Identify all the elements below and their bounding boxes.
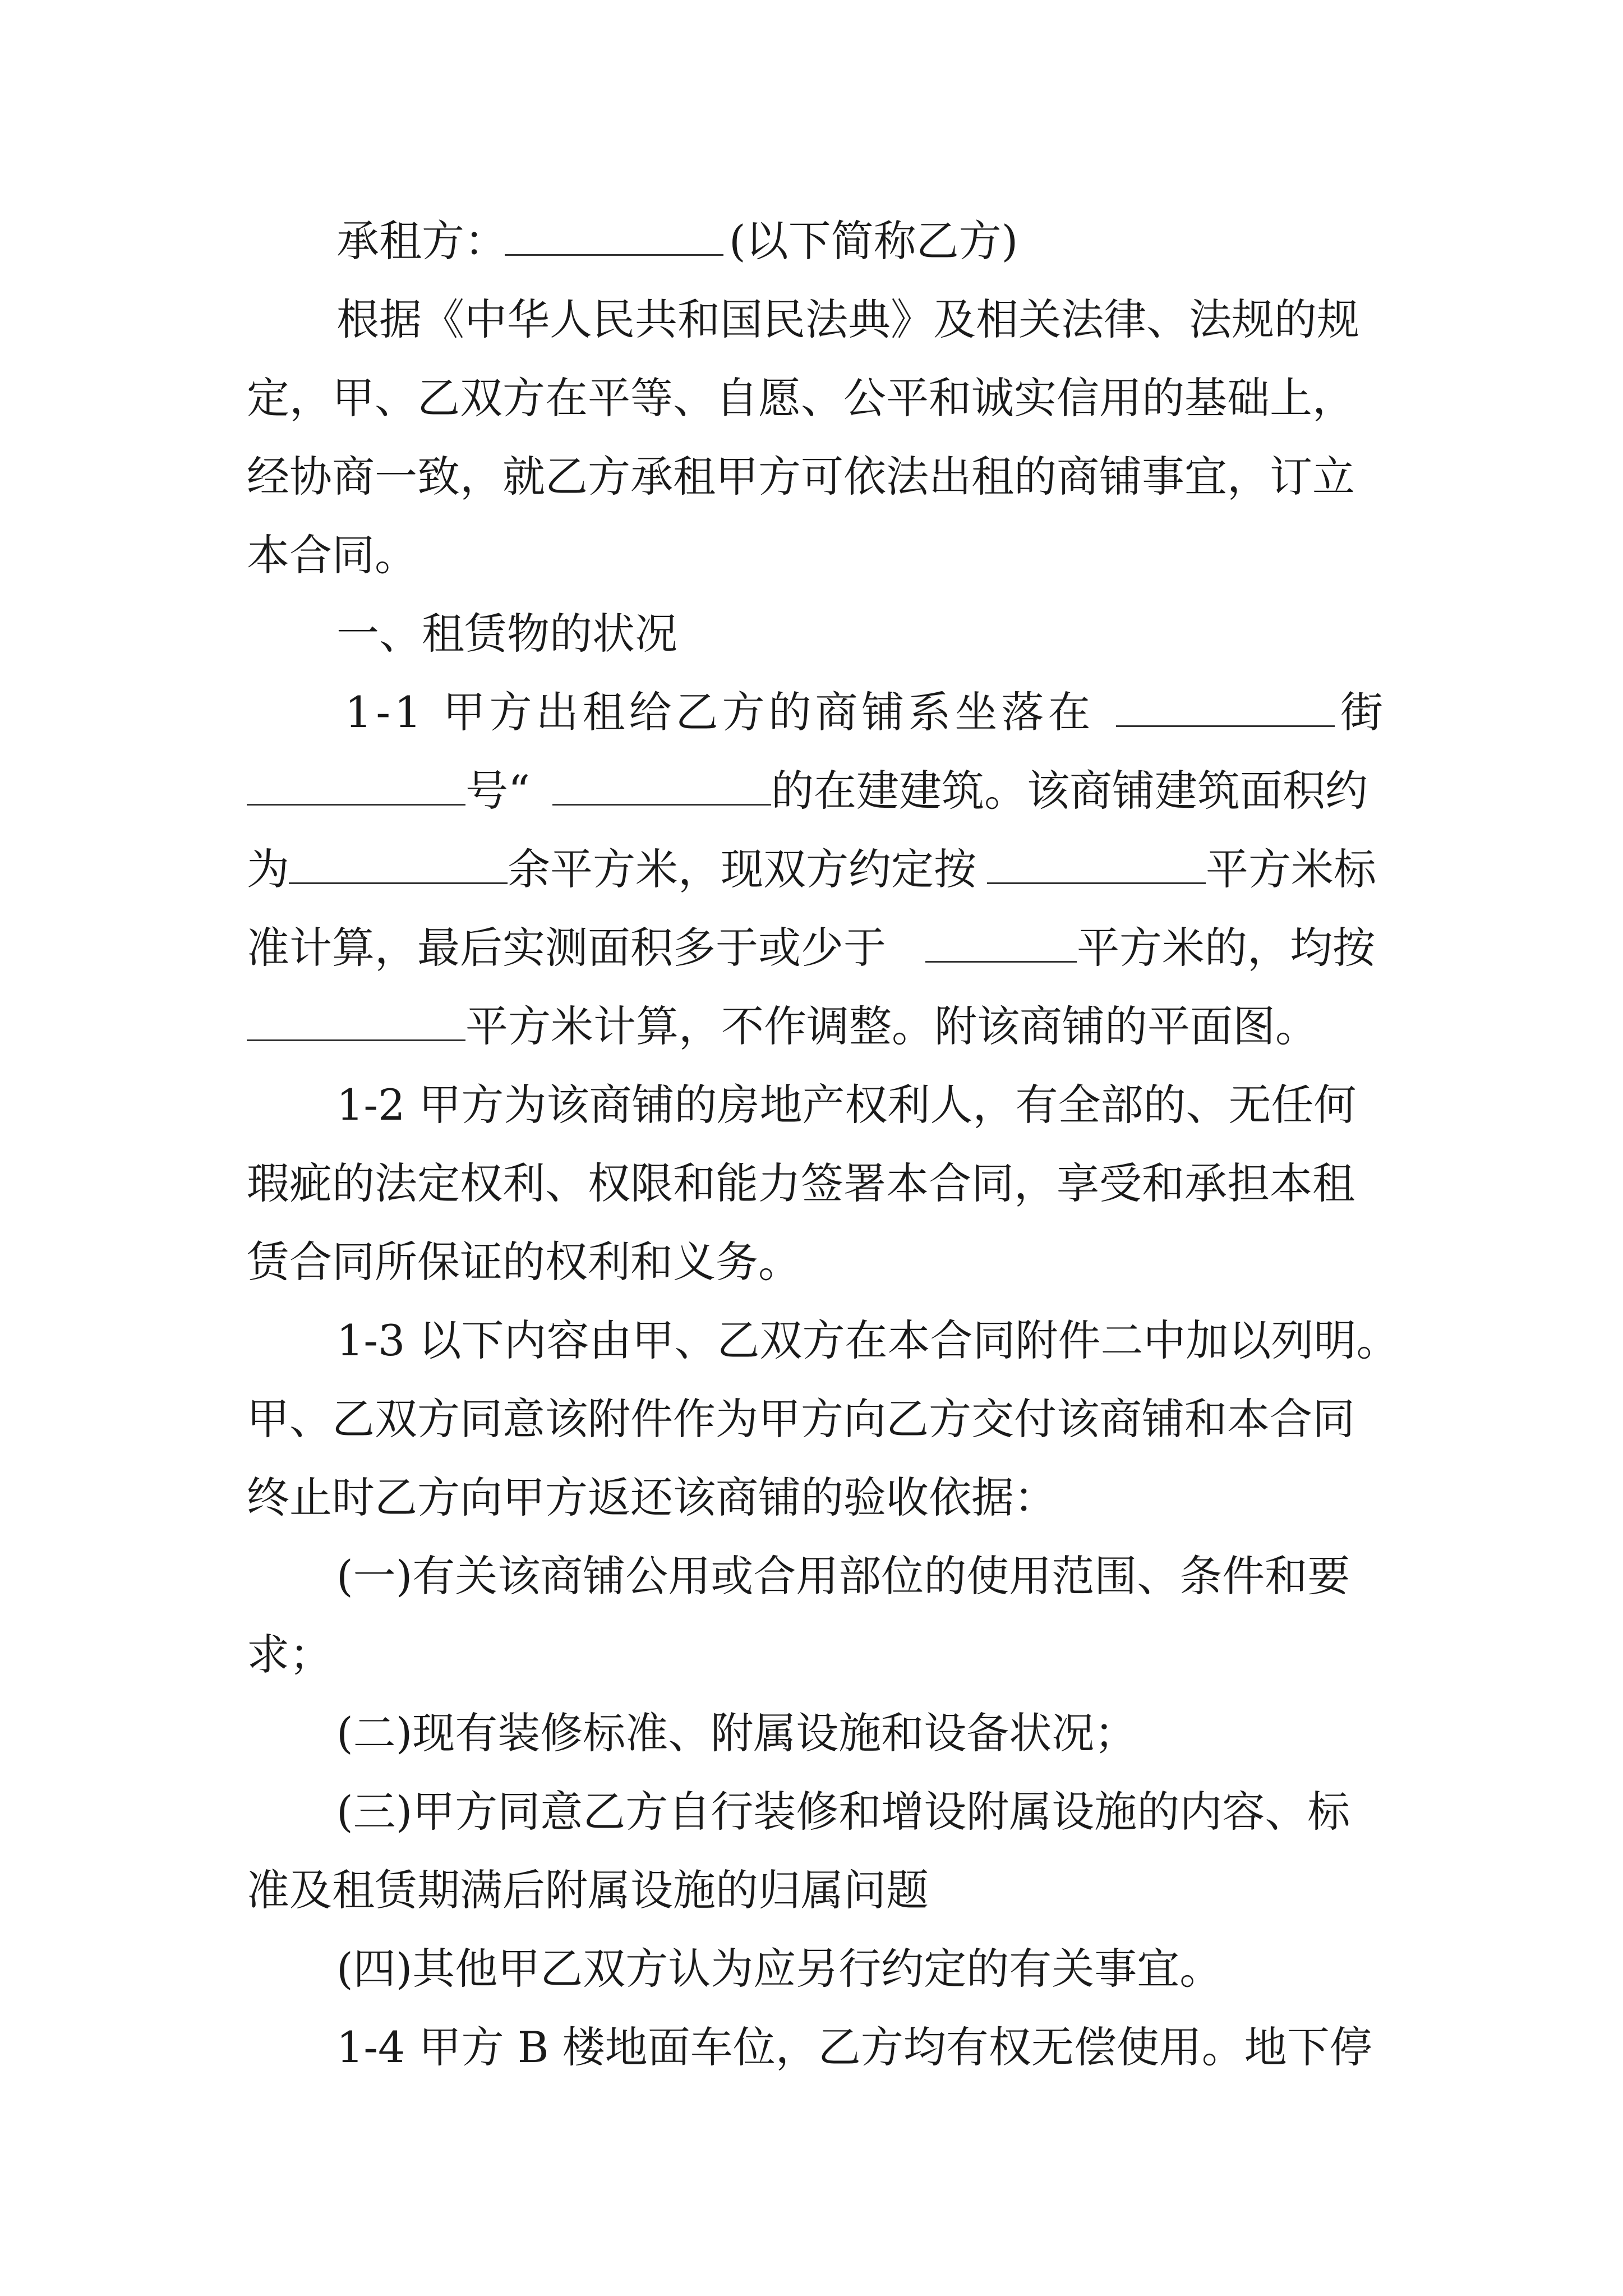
final-area-blank[interactable] bbox=[247, 984, 465, 1069]
clause-1-2-line-3 bbox=[0, 1220, 1623, 1304]
clause-text: 1-1 甲方出租给乙方的商铺系坐落在 bbox=[345, 687, 1095, 737]
standard-area-blank[interactable] bbox=[987, 827, 1206, 912]
preamble-line-4 bbox=[0, 513, 1623, 597]
clause-1-1-line-3 bbox=[0, 827, 1623, 912]
clause-text: 瑕疵的法定权利、权限和能力签署本合同，享受和承担本租 bbox=[247, 1158, 1355, 1208]
clause-1-1-line-2 bbox=[0, 749, 1623, 833]
clause-1-1-line-4 bbox=[0, 906, 1623, 990]
clause-text: 的在建建筑。该商铺建筑面积约 bbox=[771, 766, 1368, 816]
list-item-text: (三)甲方同意乙方自行装修和增设附属设施的内容、标 bbox=[336, 1787, 1350, 1837]
lessee-suffix: (以下简称乙方) bbox=[729, 216, 1018, 266]
clause-1-3-line-1 bbox=[0, 1299, 1623, 1383]
clause-1-1-line-1 bbox=[0, 670, 1623, 754]
section-title-text: 一、租赁物的状况 bbox=[336, 609, 677, 659]
clause-text: 余平方米，现双方约定按 bbox=[508, 844, 976, 894]
list-item-text: (二)现有装修标准、附属设施和设备状况； bbox=[336, 1708, 1137, 1758]
number-blank[interactable] bbox=[247, 749, 465, 833]
difference-blank[interactable] bbox=[925, 906, 1077, 990]
clause-text: 赁合同所保证的权利和义务。 bbox=[247, 1237, 801, 1287]
list-item-text: 求； bbox=[247, 1630, 332, 1680]
preamble-text: 经协商一致，就乙方承租甲方可依法出租的商铺事宜，订立 bbox=[247, 452, 1355, 501]
item-1-line-1 bbox=[0, 1534, 1623, 1618]
clause-text: 终止时乙方向甲方返还该商铺的验收依据： bbox=[247, 1473, 1057, 1522]
preamble-text: 本合同。 bbox=[247, 530, 417, 580]
item-3-line-1 bbox=[0, 1770, 1623, 1854]
clause-1-3-line-3 bbox=[0, 1456, 1623, 1540]
clause-text: 1-3 以下内容由甲、乙双方在本合同附件二中加以列明。 bbox=[336, 1315, 1399, 1365]
list-item-text: (一)有关该商铺公用或合用部位的使用范围、条件和要 bbox=[336, 1551, 1350, 1601]
clause-text: 甲、乙双方同意该附件作为甲方向乙方交付该商铺和本合同 bbox=[247, 1394, 1355, 1444]
item-1-line-2 bbox=[0, 1613, 1623, 1697]
list-item-text: (四)其他甲乙双方认为应另行约定的有关事宜。 bbox=[336, 1944, 1223, 1994]
clause-text: 号“ bbox=[465, 766, 530, 816]
clause-1-2-line-1 bbox=[0, 1063, 1623, 1147]
preamble-line-2 bbox=[0, 356, 1623, 440]
item-4-line bbox=[0, 1927, 1623, 2011]
clause-text: 平方米标 bbox=[1206, 844, 1376, 894]
preamble-text: 定，甲、乙双方在平等、自愿、公平和诚实信用的基础上， bbox=[247, 373, 1355, 423]
lessee-line bbox=[0, 199, 1623, 283]
area-blank[interactable] bbox=[289, 827, 508, 912]
preamble-line-3 bbox=[0, 435, 1623, 519]
preamble-text: 根据《中华人民共和国民法典》及相关法律、法规的规 bbox=[336, 295, 1359, 344]
clause-1-4-line-1 bbox=[0, 2005, 1623, 2090]
clause-text: 1-4 甲方 B 楼地面车位，乙方均有权无偿使用。地下停 bbox=[336, 2022, 1372, 2072]
clause-text: 平方米计算，不作调整。附该商铺的平面图。 bbox=[465, 1001, 1318, 1051]
preamble-line-1 bbox=[0, 278, 1623, 362]
clause-text: 街 bbox=[1340, 687, 1383, 737]
street-blank[interactable] bbox=[1116, 670, 1335, 754]
lessee-blank[interactable] bbox=[505, 199, 723, 283]
list-item-text: 准及租赁期满后附属设施的归属问题 bbox=[247, 1865, 929, 1915]
clause-text: 平方米的，均按 bbox=[1077, 923, 1375, 973]
lessee-label: 承租方： bbox=[336, 216, 507, 266]
item-2-line bbox=[0, 1691, 1623, 1775]
clause-1-1-line-5 bbox=[0, 984, 1623, 1069]
clause-1-2-line-2 bbox=[0, 1142, 1623, 1226]
clause-text: 1-2 甲方为该商铺的房地产权利人，有全部的、无任何 bbox=[336, 1080, 1357, 1130]
clause-1-3-line-2 bbox=[0, 1377, 1623, 1461]
building-blank[interactable] bbox=[552, 749, 771, 833]
clause-text: 为 bbox=[247, 844, 289, 894]
item-3-line-2 bbox=[0, 1848, 1623, 1932]
section-title bbox=[0, 592, 1623, 676]
clause-text: 准计算，最后实测面积多于或少于 bbox=[247, 923, 886, 973]
